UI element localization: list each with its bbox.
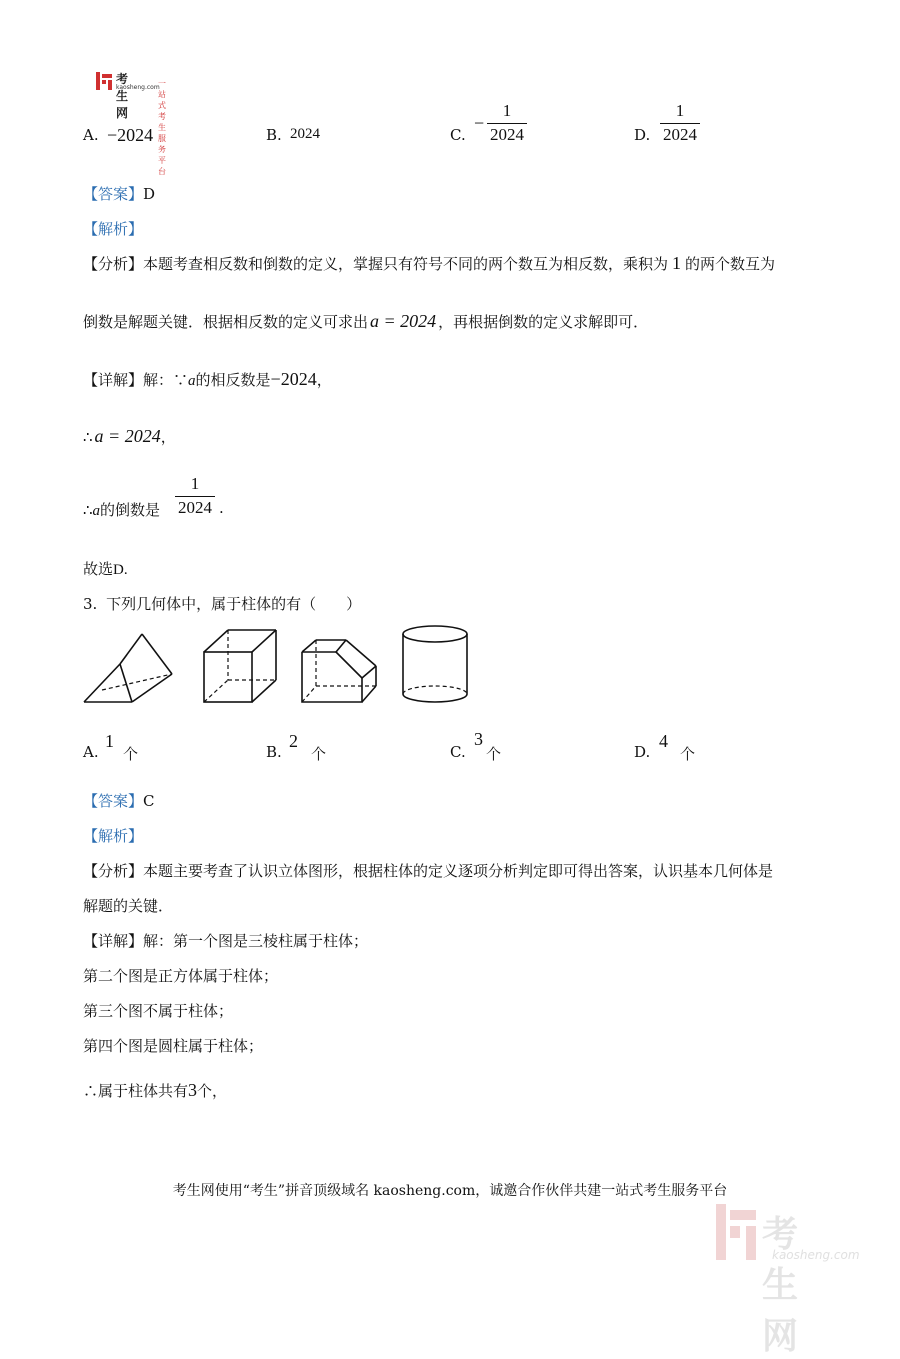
q3-option-b-num: 2 — [289, 731, 298, 751]
q2-fenxi-math: a = 2024 — [370, 311, 437, 331]
q2-fenxi-text-2-end: ，再根据倒数的定义求解即可． — [438, 313, 649, 331]
q3-option-c-unit: 个 — [486, 745, 502, 763]
q3-fenxi-text-1: 本题主要考查了认识立体图形，根据柱体的定义逐项分析判定即可得出答案，认识基本几何体是 — [143, 862, 774, 880]
q3-fenxi-text-2: 解题的关键． — [83, 897, 174, 915]
q2-detail-2-math: a = 2024 — [94, 426, 161, 446]
q3-option-a-num: 1 — [105, 731, 114, 751]
q2-detail-3-end: . — [219, 499, 224, 517]
q3-detail-5-num: 3 — [188, 1080, 198, 1100]
q2-option-c-den: 2024 — [490, 125, 524, 144]
q2-fenxi-text-1-end: 的两个数互为 — [685, 255, 776, 273]
q2-detail-1-val: −2024 — [270, 369, 317, 389]
q2-detail-3-den: 2024 — [178, 498, 212, 517]
q2-conclusion — [83, 558, 128, 579]
q3-option-c-label: C. — [450, 743, 466, 761]
logo-slogan: 一站式考生服务平台 — [158, 79, 166, 176]
q3-detail-line-2: 第二个图是正方体属于柱体； — [83, 967, 279, 985]
q3-stem — [83, 593, 361, 614]
q2-fenxi-text-1: 本题考查相反数和倒数的定义，掌握只有符号不同的两个数互为相反数，乘积为 — [143, 255, 669, 273]
q2-option-a-label: A. — [83, 126, 99, 144]
q2-detail-3-num: 1 — [190, 474, 200, 493]
q2-detail-3-sym: ∴ — [83, 501, 93, 519]
q3-detail-text-1: 解：第一个图是三棱柱属于柱体； — [143, 932, 369, 950]
q2-fenxi-line-1 — [83, 253, 775, 274]
q2-fenxi-text-2: 倒数是解题关键．根据相反数的定义可求出 — [83, 313, 369, 331]
q3-detail-line-3: 第三个图不属于柱体； — [83, 1002, 234, 1020]
q3-option-a-label: A. — [83, 743, 99, 761]
q3-jiexi-tag: 【解析】 — [83, 827, 144, 845]
q2-detail-3-mid: 的倒数是 — [100, 501, 161, 519]
watermark-name: 考生网 — [762, 1214, 801, 1357]
page-footer: 考生网使用“考生”拼音顶级域名 kaosheng.com，诚邀合作伙伴共建一站式考生服务平台 — [172, 1183, 728, 1199]
q2-option-d-label: D. — [634, 126, 651, 144]
q3-option-d-unit: 个 — [680, 745, 696, 763]
triangular-prism-icon — [84, 634, 172, 702]
q2-option-c-fraction — [487, 101, 527, 145]
q2-option-d-fraction — [660, 101, 700, 145]
q2-option-b-value: 2024 — [290, 126, 320, 142]
q2-conclusion-text: 故选 — [83, 560, 114, 578]
logo-url: kaosheng.com — [116, 84, 160, 91]
q3-answer-tag: 【答案】 — [83, 792, 144, 810]
q3-detail-line-4: 第四个图是圆柱属于柱体； — [83, 1037, 264, 1055]
q3-stem-text: 下列几何体中，属于柱体的有（ ） — [106, 595, 362, 613]
q2-detail-3-var: a — [92, 503, 101, 519]
q2-option-a-value: −2024 — [107, 125, 154, 145]
q2-answer-value: D — [143, 185, 156, 203]
q3-fenxi-line-1 — [83, 860, 773, 881]
q3-detail-line-5 — [83, 1080, 227, 1101]
watermark-url: kaosheng.com — [772, 1248, 860, 1262]
q2-fenxi-line-2 — [83, 311, 648, 332]
q2-fenxi-num: 1 — [672, 253, 682, 273]
q3-detail-5-end: 个， — [197, 1082, 228, 1100]
q2-detail-1-pre: 解：∵ — [143, 371, 189, 389]
q3-fenxi-tag: 【分析】 — [83, 862, 144, 880]
q3-answer-value: C — [143, 792, 155, 810]
q3-option-d-label: D. — [634, 743, 651, 761]
q2-detail-line-1 — [83, 369, 332, 390]
q2-option-c-label: C. — [450, 126, 466, 144]
q2-detail-2-sym: ∴ — [83, 428, 93, 446]
q2-jiexi-tag: 【解析】 — [83, 220, 144, 238]
q2-answer-line — [83, 183, 155, 204]
watermark-logo-icon — [716, 1204, 758, 1260]
q3-detail-line-1 — [83, 930, 368, 951]
cube-icon — [204, 630, 276, 702]
q2-detail-line-3 — [83, 499, 160, 520]
q2-option-d-den: 2024 — [663, 125, 697, 144]
q2-detail-3-fraction — [175, 474, 215, 518]
q3-solids-figure — [80, 622, 480, 708]
q2-option-c-sign: − — [474, 113, 485, 133]
q3-option-d-num: 4 — [659, 731, 668, 751]
q3-detail-tag: 【详解】 — [83, 932, 144, 950]
q2-detail-1-var: a — [188, 373, 196, 389]
q3-option-a-unit: 个 — [123, 745, 139, 763]
q3-answer-line — [83, 790, 155, 811]
q2-detail-1-end: ， — [316, 371, 332, 389]
q3-option-b-label: B. — [266, 743, 282, 761]
truncated-cube-icon — [302, 640, 376, 702]
q3-option-c-num: 3 — [474, 729, 483, 749]
cylinder-icon — [403, 626, 467, 702]
q2-detail-2-end: ， — [160, 428, 176, 446]
q3-detail-5-pre: ∴属于柱体共有 — [83, 1082, 189, 1100]
q2-option-d-num: 1 — [675, 101, 685, 120]
q3-option-b-unit: 个 — [311, 745, 327, 763]
q2-conclusion-value: D. — [113, 562, 128, 578]
q2-fenxi-tag: 【分析】 — [83, 255, 144, 273]
q2-option-c-num: 1 — [502, 101, 512, 120]
q3-number: 3. — [83, 595, 98, 613]
q2-detail-1-mid: 的相反数是 — [195, 371, 271, 389]
q2-detail-tag: 【详解】 — [83, 371, 144, 389]
q2-answer-tag: 【答案】 — [83, 185, 144, 203]
q2-detail-line-2 — [83, 426, 176, 447]
q2-option-b-label: B. — [266, 126, 282, 144]
kaosheng-logo-icon — [96, 72, 114, 90]
logo-name: 考生网 — [116, 72, 129, 120]
